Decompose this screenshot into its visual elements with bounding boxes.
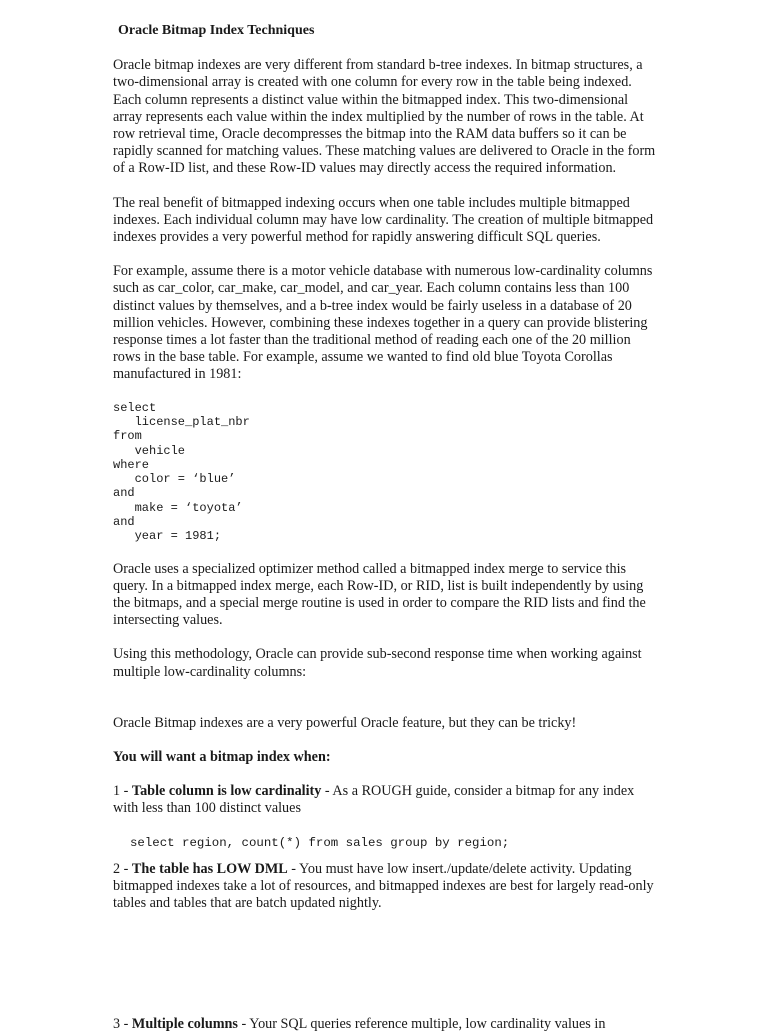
list-item-2-number: 2 -: [113, 860, 132, 877]
paragraph-example: For example, assume there is a motor vehicle database with numerous low-cardinality columns such as car_color, car_make, car_model, and car_year. Each column contains less than 100 distinct values by themselves, and a b-tree index would be fairly useless in a database of 20 million vehicles. However, combining these indexes together in a query can provide blistering response times a lot faster than the traditional method of reading each one of the 20 million rows in the base table. For example, assume we wanted to find old blue Toyota Corollas manufactured in 1981:: [113, 263, 653, 383]
sql-code-region: select region, count(*) from sales group by region;: [130, 835, 510, 850]
document-title: Oracle Bitmap Index Techniques: [118, 23, 315, 38]
document-body: [113, 22, 658, 912]
list-item-1-heading: Table column is low cardinality: [131, 783, 322, 800]
paragraph-tricky: Oracle Bitmap indexes are a very powerful Oracle feature, but they can be tricky!: [113, 714, 577, 731]
list-item-2-text: - You must have low insert./update/delete activity. Updating bitmapped indexes take a lot of resources, and bitmapped indexes are best for largely read-only tables and tables that are batch updated nightly.: [113, 860, 654, 912]
list-item-3-number: 3 -: [113, 1016, 132, 1032]
heading-when: You will want a bitmap index when:: [113, 749, 331, 766]
list-item-2-heading: The table has LOW DML: [131, 860, 288, 877]
paragraph-benefit: The real benefit of bitmapped indexing occurs when one table includes multiple bitmapped indexes. Each individual column may have low cardinality. The creation of multiple bitmapped indexes provides a very powerful method for rapidly answering difficult SQL queries.: [113, 194, 654, 246]
list-item-1: [113, 783, 658, 817]
sql-code-block: select license_plat_nbr from vehicle where color = ‘blue’ and make = ‘toyota’ and year = 1981;: [113, 400, 250, 544]
list-item-3-text: - Your SQL queries reference multiple, low cardinality values in: [237, 1016, 606, 1032]
paragraph-merge: Oracle uses a specialized optimizer method called a bitmapped index merge to service this query. In a bitmapped index merge, each Row-ID, or RID, list is built independently by using the bitmaps, and a special merge routine is used in order to compare the RID lists and find the intersecting values.: [113, 560, 646, 629]
list-item-3-heading: Multiple columns: [131, 1016, 238, 1032]
list-item-2: [113, 861, 658, 913]
paragraph-intro: Oracle bitmap indexes are very different from standard b-tree indexes. In bitmap structures, a two-dimensional array is created with one column for every row in the table being indexed. Each column represents a distinct value within the bitmapped index. This two-dimensional array represents each value within the index multiplied by the number of rows in the table. At row retrieval time, Oracle decompresses the bitmap into the RAM data buffers so it can be rapidly scanned for matching values. These matching values are delivered to Oracle in the form of a Row-ID list, and these Row-ID values may directly access the required information.: [113, 57, 656, 177]
list-item-1-number: 1 -: [113, 783, 132, 800]
list-item-1-text: - As a ROUGH guide, consider a bitmap for any index with less than 100 distinct values: [113, 783, 635, 817]
list-item-3: [113, 1016, 658, 1033]
paragraph-methodology: Using this methodology, Oracle can provide sub-second response time when working against multiple low-cardinality columns:: [113, 646, 642, 680]
